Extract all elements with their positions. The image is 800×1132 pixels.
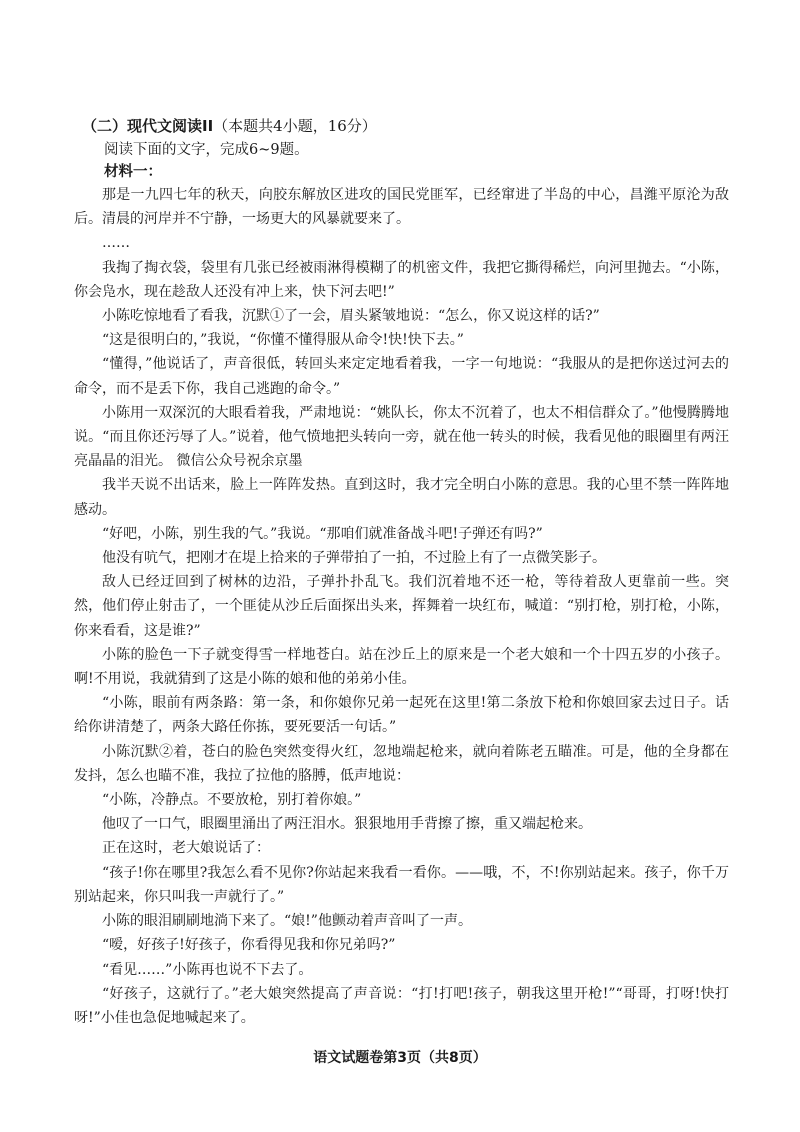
paragraph: “小陈，冷静点。不要放枪，别打着你娘。” <box>102 792 362 809</box>
paragraph: 正在这时，老大娘说话了： <box>102 840 270 857</box>
paragraph: 小陈吃惊地看了看我，沉默①了一会，眉头紧皱地说：“怎么，你又说这样的话?” <box>102 308 600 325</box>
paragraph: 敌人已经迂回到了树林的边沿，子弹扑扑乱飞。我们沉着地不还一枪，等待着敌人更靠前一些。突然，他们停止射击了，一个匪徒从沙丘后面探出头来，挥舞着一块红布，喊道：“别打枪，别打枪，小陈，你来看看，这是谁?” <box>74 574 729 639</box>
paragraph: “看见……”小陈再也说不下去了。 <box>102 961 313 978</box>
paragraph: 小陈沉默②着，苍白的脸色突然变得火红，忽地端起枪来，就向着陈老五瞄准。可是，他的全身都在发抖，怎么也瞄不准，我拉了拉他的胳膊，低声地说： <box>74 743 729 784</box>
paragraph: 我掏了掏衣袋，袋里有几张已经被雨淋得模糊了的机密文件，我把它撕得稀烂，向河里抛去。“小陈，你会凫水，现在趁敌人还没有冲上来，快下河去吧!” <box>74 259 729 300</box>
paragraph: “小陈，眼前有两条路：第一条，和你娘你兄弟一起死在这里!第二条放下枪和你娘回家去过日子。话给你讲清楚了，两条大路任你拣，要死要活一句话。” <box>74 695 729 736</box>
paragraph: “好孩子，这就行了。”老大娘突然提高了声音说：“打!打吧!孩子，朝我这里开枪!”“哥哥，打呀!快打呀!”小佳也急促地喊起来了。 <box>74 985 729 1026</box>
material-label: 材料一： <box>104 164 162 180</box>
paragraph: 那是一九四七年的秋天，向胶东解放区进攻的国民党匪军，已经窜进了半岛的中心，昌潍平原沦为敌后。清晨的河岸并不宁静，一场更大的风暴就要来了。 <box>74 187 729 228</box>
paragraph: 小陈的脸色一下子就变得雪一样地苍白。站在沙丘上的原来是一个老大娘和一个十四五岁的小孩子。啊!不用说，我就猜到了这是小陈的娘和他的弟弟小佳。 <box>74 646 729 688</box>
paragraph: “孩子!你在哪里?我怎么看不见你?你站起来我看一看你。——哦，不，不!你别站起来。孩子，你千万别站起来，你只叫我一声就行了。” <box>74 864 729 905</box>
passage-body <box>74 183 729 1030</box>
paragraph: “懂得，”他说话了，声音很低，转回头来定定地看着我，一字一句地说：“我服从的是把你送过河去的命令，而不是丢下你，我自己逃跑的命令。” <box>74 356 729 397</box>
paragraph: “这是很明白的，”我说，“你懂不懂得服从命令!快!快下去。” <box>102 332 464 349</box>
paragraph-ellipsis: …… <box>102 235 130 252</box>
paragraph: “好吧，小陈，别生我的气。”我说。“那咱们就准备战斗吧!子弹还有吗?” <box>102 525 543 542</box>
section-instruction: 阅读下面的文字，完成6~9题。 <box>104 142 309 158</box>
section-title: （二）现代文阅读II <box>82 117 214 135</box>
paragraph: 他叹了一口气，眼圈里涌出了两汪泪水。狠狠地用手背擦了擦，重又端起枪来。 <box>102 816 592 833</box>
paragraph: 小陈的眼泪刷刷地淌下来了。“娘!”他颤动着声音叫了一声。 <box>102 913 472 930</box>
section-heading <box>82 116 377 136</box>
paragraph: 小陈用一双深沉的大眼看着我，严肃地说：“姚队长，你太不沉着了，也太不相信群众了。”他慢腾腾地说。“而且你还污辱了人。”说着，他气愤地把头转向一旁，就在他一转头的时候，我看见他的眼圈里有两汪亮晶晶的泪光。 微信公众号祝余京墨 <box>74 404 729 470</box>
page-footer: 语文试题卷第3页（共8页） <box>313 1050 487 1066</box>
section-note: （本题共4小题，16分） <box>213 117 377 135</box>
paragraph: 他没有吭气，把刚才在堤上拾来的子弹带拍了一拍，不过脸上有了一点微笑影子。 <box>102 550 606 567</box>
paragraph: “嗳，好孩子!好孩子，你看得见我和你兄弟吗?” <box>102 937 396 954</box>
paragraph: 我半天说不出话来，脸上一阵阵发热。直到这时，我才完全明白小陈的意思。我的心里不禁一阵阵地感动。 <box>74 477 729 518</box>
